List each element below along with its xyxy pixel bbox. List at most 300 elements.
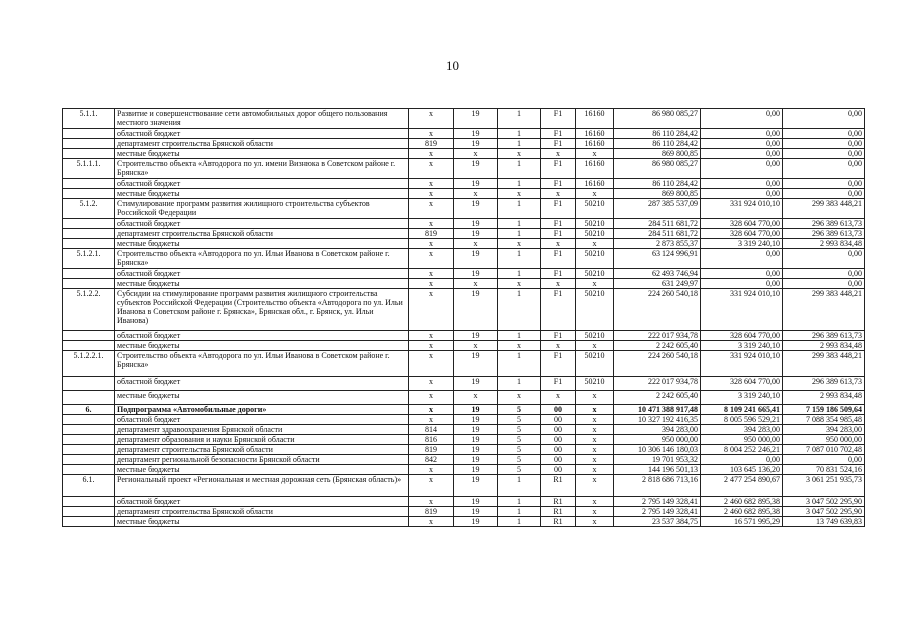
row-admin-code: x bbox=[409, 405, 454, 415]
row-direction-code: x bbox=[576, 189, 614, 199]
row-code bbox=[63, 331, 115, 341]
row-direction-code: 16160 bbox=[576, 179, 614, 189]
row-value-1: 2 818 686 713,16 bbox=[614, 475, 701, 497]
row-admin-code: x bbox=[409, 249, 454, 269]
row-direction-code: 50210 bbox=[576, 229, 614, 239]
row-admin-code: x bbox=[409, 129, 454, 139]
row-value-1: 869 800,85 bbox=[614, 149, 701, 159]
row-value-2: 0,00 bbox=[701, 189, 783, 199]
row-subprogram-code: 1 bbox=[498, 507, 541, 517]
row-program-code: 19 bbox=[454, 405, 498, 415]
row-program-code: x bbox=[454, 189, 498, 199]
row-value-3: 296 389 613,73 bbox=[783, 377, 865, 391]
row-value-3: 3 061 251 935,73 bbox=[783, 475, 865, 497]
row-subprogram-code: x bbox=[498, 239, 541, 249]
row-event-code: F1 bbox=[541, 249, 576, 269]
row-admin-code: x bbox=[409, 109, 454, 129]
row-name: Подпрограмма «Автомобильные дороги» bbox=[115, 405, 409, 415]
row-event-code: 00 bbox=[541, 455, 576, 465]
row-value-1: 2 873 855,37 bbox=[614, 239, 701, 249]
row-value-1: 2 242 605,40 bbox=[614, 391, 701, 405]
row-direction-code: 16160 bbox=[576, 159, 614, 179]
row-direction-code: 50210 bbox=[576, 199, 614, 219]
row-value-3: 299 383 448,21 bbox=[783, 289, 865, 331]
table-row bbox=[63, 139, 865, 149]
row-direction-code: 16160 bbox=[576, 129, 614, 139]
row-value-1: 23 537 384,75 bbox=[614, 517, 701, 527]
table-row bbox=[63, 279, 865, 289]
row-value-3: 0,00 bbox=[783, 109, 865, 129]
row-admin-code: 819 bbox=[409, 445, 454, 455]
row-program-code: 19 bbox=[454, 351, 498, 377]
row-admin-code: x bbox=[409, 497, 454, 507]
row-program-code: 19 bbox=[454, 229, 498, 239]
row-direction-code: 50210 bbox=[576, 219, 614, 229]
row-event-code: 00 bbox=[541, 405, 576, 415]
row-value-1: 144 196 501,13 bbox=[614, 465, 701, 475]
row-event-code: x bbox=[541, 239, 576, 249]
row-direction-code: x bbox=[576, 405, 614, 415]
row-value-1: 224 260 540,18 bbox=[614, 289, 701, 331]
row-value-3: 0,00 bbox=[783, 139, 865, 149]
row-value-1: 2 795 149 328,41 bbox=[614, 507, 701, 517]
row-direction-code: 50210 bbox=[576, 351, 614, 377]
row-code bbox=[63, 435, 115, 445]
row-code bbox=[63, 415, 115, 425]
table-row bbox=[63, 229, 865, 239]
row-admin-code: 842 bbox=[409, 455, 454, 465]
row-code bbox=[63, 269, 115, 279]
row-subprogram-code: 5 bbox=[498, 455, 541, 465]
table-row bbox=[63, 377, 865, 391]
table-row bbox=[63, 219, 865, 229]
row-subprogram-code: 1 bbox=[498, 129, 541, 139]
row-admin-code: x bbox=[409, 331, 454, 341]
row-event-code: x bbox=[541, 279, 576, 289]
row-value-2: 328 604 770,00 bbox=[701, 377, 783, 391]
row-name: Региональный проект «Региональная и местная дорожная сеть (Брянская область)» bbox=[115, 475, 409, 497]
row-code bbox=[63, 377, 115, 391]
row-admin-code: x bbox=[409, 465, 454, 475]
row-value-3: 296 389 613,73 bbox=[783, 219, 865, 229]
row-program-code: 19 bbox=[454, 159, 498, 179]
row-value-1: 2 242 605,40 bbox=[614, 341, 701, 351]
row-code bbox=[63, 219, 115, 229]
row-subprogram-code: 1 bbox=[498, 497, 541, 507]
row-value-3: 3 047 502 295,90 bbox=[783, 497, 865, 507]
row-value-3: 0,00 bbox=[783, 179, 865, 189]
row-direction-code: 16160 bbox=[576, 139, 614, 149]
row-name: местные бюджеты bbox=[115, 465, 409, 475]
row-code bbox=[63, 279, 115, 289]
row-value-2: 331 924 010,10 bbox=[701, 289, 783, 331]
row-value-2: 0,00 bbox=[701, 455, 783, 465]
row-value-2: 950 000,00 bbox=[701, 435, 783, 445]
row-value-2: 328 604 770,00 bbox=[701, 219, 783, 229]
row-name: департамент строительства Брянской области bbox=[115, 507, 409, 517]
row-admin-code: x bbox=[409, 341, 454, 351]
row-value-2: 103 645 136,20 bbox=[701, 465, 783, 475]
row-value-2: 0,00 bbox=[701, 159, 783, 179]
table-row bbox=[63, 239, 865, 249]
row-subprogram-code: 1 bbox=[498, 269, 541, 279]
row-direction-code: x bbox=[576, 149, 614, 159]
row-subprogram-code: 5 bbox=[498, 445, 541, 455]
row-admin-code: x bbox=[409, 199, 454, 219]
row-event-code: x bbox=[541, 391, 576, 405]
row-direction-code: x bbox=[576, 415, 614, 425]
row-value-3: 394 283,00 bbox=[783, 425, 865, 435]
row-direction-code: 50210 bbox=[576, 289, 614, 331]
row-program-code: x bbox=[454, 341, 498, 351]
row-subprogram-code: 1 bbox=[498, 249, 541, 269]
table-row bbox=[63, 435, 865, 445]
table-row bbox=[63, 159, 865, 179]
row-program-code: x bbox=[454, 149, 498, 159]
budget-table-body bbox=[63, 109, 865, 527]
row-program-code: 19 bbox=[454, 475, 498, 497]
row-subprogram-code: 1 bbox=[498, 159, 541, 179]
row-subprogram-code: 1 bbox=[498, 229, 541, 239]
row-value-2: 0,00 bbox=[701, 179, 783, 189]
row-subprogram-code: 5 bbox=[498, 405, 541, 415]
row-name: Строительство объекта «Автодорога по ул. Ильи Иванова в Советском районе г. Брянска» bbox=[115, 351, 409, 377]
row-event-code: R1 bbox=[541, 497, 576, 507]
table-row bbox=[63, 351, 865, 377]
row-name: областной бюджет bbox=[115, 179, 409, 189]
row-direction-code: x bbox=[576, 517, 614, 527]
row-code bbox=[63, 341, 115, 351]
row-program-code: 19 bbox=[454, 109, 498, 129]
table-row bbox=[63, 179, 865, 189]
row-value-1: 869 800,85 bbox=[614, 189, 701, 199]
table-row bbox=[63, 129, 865, 139]
budget-table bbox=[62, 108, 865, 527]
row-value-2: 0,00 bbox=[701, 249, 783, 269]
row-value-3: 0,00 bbox=[783, 129, 865, 139]
row-event-code: 00 bbox=[541, 445, 576, 455]
row-value-1: 63 124 996,91 bbox=[614, 249, 701, 269]
table-row bbox=[63, 465, 865, 475]
row-admin-code: 816 bbox=[409, 435, 454, 445]
row-event-code: F1 bbox=[541, 269, 576, 279]
row-program-code: x bbox=[454, 391, 498, 405]
table-row bbox=[63, 475, 865, 497]
row-value-2: 2 460 682 895,38 bbox=[701, 507, 783, 517]
row-name: областной бюджет bbox=[115, 219, 409, 229]
table-row bbox=[63, 249, 865, 269]
row-event-code: F1 bbox=[541, 109, 576, 129]
row-value-2: 0,00 bbox=[701, 109, 783, 129]
row-value-1: 394 283,00 bbox=[614, 425, 701, 435]
row-direction-code: x bbox=[576, 507, 614, 517]
row-event-code: x bbox=[541, 189, 576, 199]
row-event-code: 00 bbox=[541, 415, 576, 425]
row-subprogram-code: x bbox=[498, 149, 541, 159]
table-row bbox=[63, 445, 865, 455]
table-row bbox=[63, 189, 865, 199]
row-subprogram-code: 1 bbox=[498, 475, 541, 497]
row-code bbox=[63, 391, 115, 405]
row-admin-code: x bbox=[409, 351, 454, 377]
row-admin-code: x bbox=[409, 269, 454, 279]
table-row bbox=[63, 199, 865, 219]
row-value-2: 0,00 bbox=[701, 279, 783, 289]
row-program-code: 19 bbox=[454, 139, 498, 149]
row-subprogram-code: 1 bbox=[498, 377, 541, 391]
row-event-code: F1 bbox=[541, 179, 576, 189]
row-subprogram-code: 1 bbox=[498, 289, 541, 331]
row-direction-code: x bbox=[576, 279, 614, 289]
row-value-1: 284 511 681,72 bbox=[614, 219, 701, 229]
row-event-code: R1 bbox=[541, 517, 576, 527]
row-value-2: 331 924 010,10 bbox=[701, 199, 783, 219]
row-event-code: R1 bbox=[541, 475, 576, 497]
row-value-1: 222 017 934,78 bbox=[614, 377, 701, 391]
row-value-2: 2 477 254 890,67 bbox=[701, 475, 783, 497]
row-subprogram-code: x bbox=[498, 391, 541, 405]
row-name: областной бюджет bbox=[115, 415, 409, 425]
row-event-code: F1 bbox=[541, 331, 576, 341]
row-program-code: 19 bbox=[454, 507, 498, 517]
row-value-2: 8 004 252 246,21 bbox=[701, 445, 783, 455]
row-program-code: 19 bbox=[454, 455, 498, 465]
row-direction-code: x bbox=[576, 475, 614, 497]
row-code: 5.1.2.2.1. bbox=[63, 351, 115, 377]
row-name: областной бюджет bbox=[115, 377, 409, 391]
row-admin-code: 819 bbox=[409, 229, 454, 239]
table-row bbox=[63, 415, 865, 425]
row-value-3: 0,00 bbox=[783, 455, 865, 465]
row-value-2: 328 604 770,00 bbox=[701, 331, 783, 341]
row-subprogram-code: 1 bbox=[498, 517, 541, 527]
row-admin-code: x bbox=[409, 279, 454, 289]
table-row bbox=[63, 497, 865, 507]
row-direction-code: x bbox=[576, 455, 614, 465]
row-code bbox=[63, 239, 115, 249]
row-direction-code: x bbox=[576, 391, 614, 405]
row-value-2: 0,00 bbox=[701, 269, 783, 279]
row-program-code: 19 bbox=[454, 199, 498, 219]
row-code bbox=[63, 425, 115, 435]
row-value-3: 0,00 bbox=[783, 189, 865, 199]
row-direction-code: x bbox=[576, 497, 614, 507]
row-value-2: 3 319 240,10 bbox=[701, 341, 783, 351]
row-code bbox=[63, 229, 115, 239]
row-admin-code: x bbox=[409, 415, 454, 425]
row-name: местные бюджеты bbox=[115, 341, 409, 351]
row-name: местные бюджеты bbox=[115, 149, 409, 159]
row-value-3: 7 088 354 985,48 bbox=[783, 415, 865, 425]
row-code: 5.1.2. bbox=[63, 199, 115, 219]
row-name: департамент региональной безопасности Брянской области bbox=[115, 455, 409, 465]
row-value-3: 299 383 448,21 bbox=[783, 199, 865, 219]
row-program-code: 19 bbox=[454, 517, 498, 527]
row-event-code: 00 bbox=[541, 465, 576, 475]
row-value-1: 62 493 746,94 bbox=[614, 269, 701, 279]
row-value-3: 70 831 524,16 bbox=[783, 465, 865, 475]
row-subprogram-code: 1 bbox=[498, 219, 541, 229]
row-name: местные бюджеты bbox=[115, 189, 409, 199]
row-value-2: 2 460 682 895,38 bbox=[701, 497, 783, 507]
row-value-2: 3 319 240,10 bbox=[701, 391, 783, 405]
row-name: местные бюджеты bbox=[115, 239, 409, 249]
row-direction-code: 50210 bbox=[576, 331, 614, 341]
row-value-3: 2 993 834,48 bbox=[783, 341, 865, 351]
row-value-1: 86 980 085,27 bbox=[614, 159, 701, 179]
row-program-code: x bbox=[454, 239, 498, 249]
row-value-2: 0,00 bbox=[701, 129, 783, 139]
row-value-3: 2 993 834,48 bbox=[783, 391, 865, 405]
row-value-2: 0,00 bbox=[701, 139, 783, 149]
table-row bbox=[63, 331, 865, 341]
row-subprogram-code: 5 bbox=[498, 425, 541, 435]
row-admin-code: x bbox=[409, 391, 454, 405]
row-value-1: 950 000,00 bbox=[614, 435, 701, 445]
row-value-3: 7 159 186 509,64 bbox=[783, 405, 865, 415]
row-direction-code: 50210 bbox=[576, 377, 614, 391]
table-row bbox=[63, 149, 865, 159]
row-admin-code: 819 bbox=[409, 507, 454, 517]
row-program-code: 19 bbox=[454, 445, 498, 455]
table-row bbox=[63, 289, 865, 331]
row-direction-code: 50210 bbox=[576, 269, 614, 279]
row-value-1: 631 249,97 bbox=[614, 279, 701, 289]
row-event-code: F1 bbox=[541, 159, 576, 179]
row-program-code: 19 bbox=[454, 219, 498, 229]
row-admin-code: x bbox=[409, 179, 454, 189]
row-event-code: F1 bbox=[541, 229, 576, 239]
row-subprogram-code: 1 bbox=[498, 199, 541, 219]
row-value-1: 2 795 149 328,41 bbox=[614, 497, 701, 507]
table-row bbox=[63, 425, 865, 435]
row-event-code: x bbox=[541, 341, 576, 351]
row-code bbox=[63, 139, 115, 149]
row-admin-code: 819 bbox=[409, 139, 454, 149]
row-name: областной бюджет bbox=[115, 497, 409, 507]
row-program-code: 19 bbox=[454, 465, 498, 475]
row-direction-code: x bbox=[576, 435, 614, 445]
row-event-code: F1 bbox=[541, 351, 576, 377]
row-admin-code: x bbox=[409, 159, 454, 179]
row-code: 5.1.1.1. bbox=[63, 159, 115, 179]
row-name: Строительство объекта «Автодорога по ул. Ильи Иванова в Советском районе г. Брянска» bbox=[115, 249, 409, 269]
row-program-code: 19 bbox=[454, 129, 498, 139]
row-event-code: x bbox=[541, 149, 576, 159]
row-program-code: 19 bbox=[454, 435, 498, 445]
row-program-code: 19 bbox=[454, 425, 498, 435]
table-row bbox=[63, 517, 865, 527]
row-value-2: 394 283,00 bbox=[701, 425, 783, 435]
row-subprogram-code: 1 bbox=[498, 179, 541, 189]
table-row bbox=[63, 455, 865, 465]
row-event-code: F1 bbox=[541, 139, 576, 149]
row-value-1: 86 110 284,42 bbox=[614, 129, 701, 139]
page-number: 10 bbox=[446, 58, 459, 73]
row-code bbox=[63, 179, 115, 189]
row-admin-code: x bbox=[409, 189, 454, 199]
row-value-3: 0,00 bbox=[783, 149, 865, 159]
row-admin-code: x bbox=[409, 219, 454, 229]
row-value-1: 222 017 934,78 bbox=[614, 331, 701, 341]
row-subprogram-code: x bbox=[498, 189, 541, 199]
row-name: Субсидии на стимулирование программ развития жилищного строительства субъектов Российской Федерации (Строительство объекта «Автодорога по ул. Ильи Иванова в Советском районе г. Брянска», Брянская обл., г. Брянск, ул. Ильи Иванова) bbox=[115, 289, 409, 331]
row-value-2: 8 109 241 665,41 bbox=[701, 405, 783, 415]
row-program-code: 19 bbox=[454, 331, 498, 341]
row-direction-code: 50210 bbox=[576, 249, 614, 269]
row-name: Развитие и совершенствование сети автомобильных дорог общего пользования местного значения bbox=[115, 109, 409, 129]
row-event-code: 00 bbox=[541, 435, 576, 445]
row-code bbox=[63, 445, 115, 455]
row-direction-code: x bbox=[576, 341, 614, 351]
row-subprogram-code: 5 bbox=[498, 435, 541, 445]
row-value-2: 0,00 bbox=[701, 149, 783, 159]
row-event-code: 00 bbox=[541, 425, 576, 435]
row-name: местные бюджеты bbox=[115, 391, 409, 405]
row-value-2: 16 571 995,29 bbox=[701, 517, 783, 527]
row-name: областной бюджет bbox=[115, 269, 409, 279]
row-event-code: F1 bbox=[541, 219, 576, 229]
row-name: областной бюджет bbox=[115, 331, 409, 341]
row-direction-code: x bbox=[576, 465, 614, 475]
row-code: 5.1.2.2. bbox=[63, 289, 115, 331]
row-value-3: 2 993 834,48 bbox=[783, 239, 865, 249]
row-value-1: 224 260 540,18 bbox=[614, 351, 701, 377]
row-value-1: 19 701 953,32 bbox=[614, 455, 701, 465]
row-value-3: 0,00 bbox=[783, 249, 865, 269]
row-value-3: 296 389 613,73 bbox=[783, 331, 865, 341]
row-value-3: 0,00 bbox=[783, 159, 865, 179]
row-subprogram-code: x bbox=[498, 279, 541, 289]
row-code bbox=[63, 189, 115, 199]
row-value-1: 287 385 537,09 bbox=[614, 199, 701, 219]
row-admin-code: x bbox=[409, 239, 454, 249]
row-name: областной бюджет bbox=[115, 129, 409, 139]
table-row bbox=[63, 341, 865, 351]
row-value-3: 299 383 448,21 bbox=[783, 351, 865, 377]
row-name: местные бюджеты bbox=[115, 517, 409, 527]
row-subprogram-code: 1 bbox=[498, 139, 541, 149]
row-direction-code: 16160 bbox=[576, 109, 614, 129]
row-admin-code: 814 bbox=[409, 425, 454, 435]
row-subprogram-code: x bbox=[498, 341, 541, 351]
row-program-code: 19 bbox=[454, 415, 498, 425]
row-subprogram-code: 5 bbox=[498, 465, 541, 475]
row-event-code: F1 bbox=[541, 129, 576, 139]
row-value-3: 296 389 613,73 bbox=[783, 229, 865, 239]
row-code: 6.1. bbox=[63, 475, 115, 497]
row-admin-code: x bbox=[409, 475, 454, 497]
row-code bbox=[63, 149, 115, 159]
row-name: Строительство объекта «Автодорога по ул. имени Визнюка в Советском районе г. Брянска» bbox=[115, 159, 409, 179]
row-value-1: 284 511 681,72 bbox=[614, 229, 701, 239]
row-subprogram-code: 1 bbox=[498, 109, 541, 129]
row-name: Стимулирование программ развития жилищного строительства субъектов Российской Федерации bbox=[115, 199, 409, 219]
row-subprogram-code: 1 bbox=[498, 351, 541, 377]
row-value-2: 331 924 010,10 bbox=[701, 351, 783, 377]
table-row bbox=[63, 507, 865, 517]
row-code bbox=[63, 517, 115, 527]
row-code bbox=[63, 497, 115, 507]
row-subprogram-code: 1 bbox=[498, 331, 541, 341]
table-row bbox=[63, 269, 865, 279]
table-row bbox=[63, 405, 865, 415]
row-admin-code: x bbox=[409, 517, 454, 527]
row-event-code: F1 bbox=[541, 377, 576, 391]
row-admin-code: x bbox=[409, 289, 454, 331]
row-value-3: 3 047 502 295,90 bbox=[783, 507, 865, 517]
row-code: 5.1.2.1. bbox=[63, 249, 115, 269]
